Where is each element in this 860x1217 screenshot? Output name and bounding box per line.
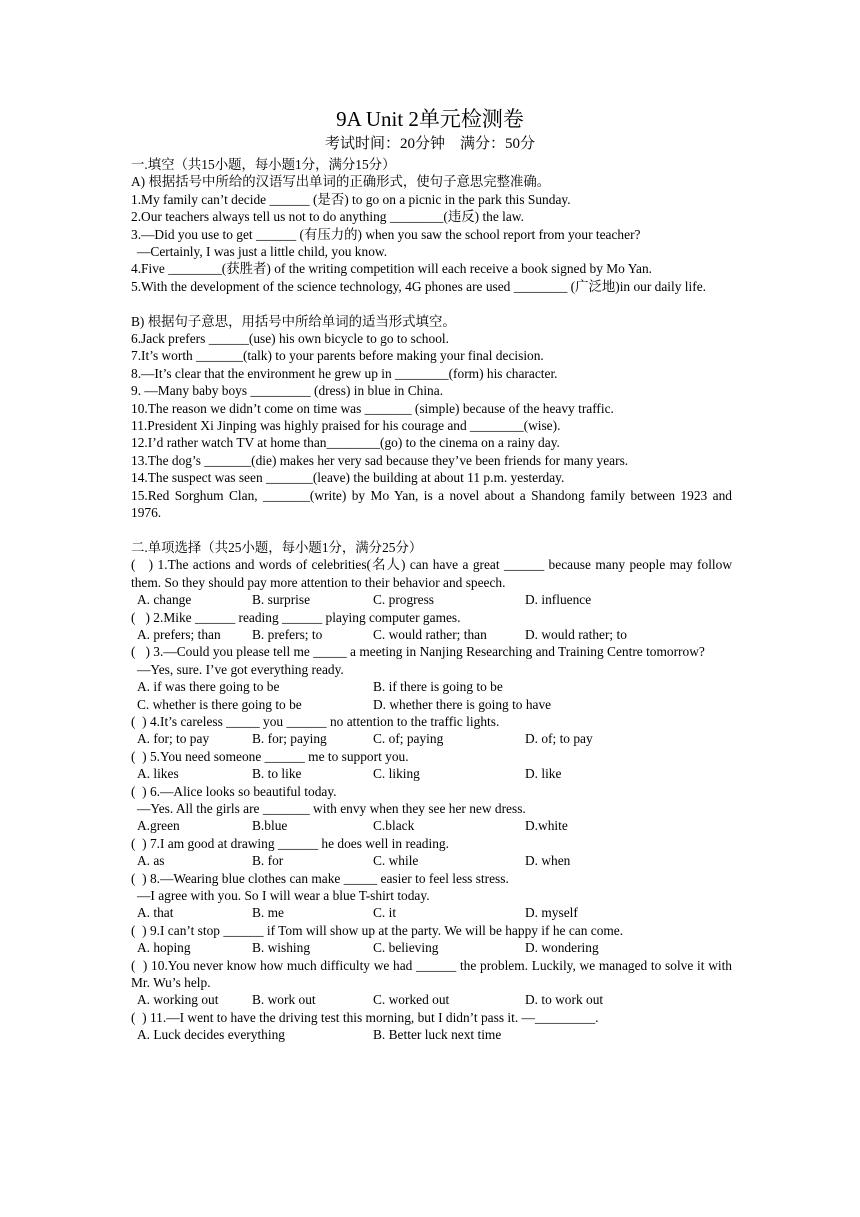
mc-question-11: ( ) 11.—I went to have the driving test this morning, but I didn’t pass it. —_________. — [131, 1009, 599, 1025]
mc-question-2: ( ) 2.Mike ______ reading ______ playing computer games. — [131, 609, 461, 625]
option-a: A.green — [137, 818, 180, 834]
mc-question-3: ( ) 3.—Could you please tell me _____ a meeting in Nanjing Researching and Training Centre tomorrow? — [131, 644, 705, 660]
option-d: D. would rather; to — [525, 626, 627, 642]
mc-options — [131, 765, 732, 782]
partA-heading: A) 根据括号中所给的汉语写出单词的正确形式，使句子意思完整准确。 — [131, 174, 551, 190]
option-d: D. influence — [525, 592, 592, 608]
mc-question-1: ( ) 1.The actions and words of celebrities(名人) can have a great ______ because many people may follow them. So they should pay more attention to their behavior and speech. — [131, 557, 732, 590]
option-a: A. as — [137, 853, 165, 869]
option-d: D. wondering — [525, 940, 599, 956]
option-c: C. of; paying — [373, 731, 444, 747]
question-12: 12.I’d rather watch TV at home than________(go) to the cinema on a rainy day. — [131, 435, 560, 451]
mc-question-8: ( ) 8.—Wearing blue clothes can make _____ easier to feel less stress. — [131, 870, 509, 886]
mc-options — [131, 852, 732, 869]
question-1: 1.My family can’t decide ______ (是否) to go on a picnic in the park this Sunday. — [131, 191, 571, 207]
question-14: 14.The suspect was seen _______(leave) the building at about 11 p.m. yesterday. — [131, 470, 565, 486]
mc-options — [131, 939, 732, 956]
exam-info: 考试时间：20分钟 满分：50分 — [324, 136, 535, 152]
option-a: A. hoping — [137, 940, 191, 956]
option-a: A. for; to pay — [137, 731, 210, 747]
option-c: C. progress — [373, 592, 434, 608]
option-b: B. Better luck next time — [373, 1027, 502, 1043]
section1-heading: 一.填空（共15小题，每小题1分，满分15分） — [131, 157, 396, 172]
option-c: C. would rather; than — [373, 626, 487, 642]
question-15: 15.Red Sorghum Clan, _______(write) by Mo Yan, is a novel about a Shandong family between 1923 and 1976. — [131, 487, 732, 521]
option-a: A. Luck decides everything — [137, 1027, 285, 1043]
option-a: A. prefers; than — [137, 626, 221, 642]
mc-question-6-reply: —Yes. All the girls are _______ with envy when they see her new dress. — [137, 800, 526, 816]
option-b: B. for — [252, 853, 284, 869]
mc-options — [131, 696, 732, 713]
option-c: C. whether is there going to be — [137, 696, 302, 712]
mc-question-6: ( ) 6.—Alice looks so beautiful today. — [131, 783, 337, 799]
option-d: D. of; to pay — [525, 731, 593, 747]
option-c: C. liking — [373, 766, 420, 782]
question-10: 10.The reason we didn’t come on time was _______ (simple) because of the heavy traffic. — [131, 400, 614, 416]
option-c: C.black — [373, 818, 415, 834]
partB-heading: B) 根据句子意思，用括号中所给单词的适当形式填空。 — [131, 313, 456, 329]
question-8: 8.—It’s clear that the environment he grew up in ________(form) his character. — [131, 365, 558, 381]
option-a: A. change — [137, 592, 192, 608]
mc-question-5: ( ) 5.You need someone ______ me to support you. — [131, 748, 409, 764]
option-d: D.white — [525, 818, 568, 834]
option-c: C. believing — [373, 940, 439, 956]
mc-question-10: ( ) 10.You never know how much difficulty we had ______ the problem. Luckily, we managed to solve it with Mr. Wu’s help. — [131, 957, 732, 990]
question-13: 13.The dog’s _______(die) makes her very sad because they’ve been friends for many years. — [131, 452, 629, 468]
mc-question-7: ( ) 7.I am good at drawing ______ he does well in reading. — [131, 835, 449, 851]
option-b: B. to like — [252, 766, 302, 782]
mc-options — [131, 1026, 732, 1043]
option-b: B. me — [252, 905, 284, 921]
option-b: B. work out — [252, 992, 316, 1008]
question-4: 4.Five ________(获胜者) of the writing competition will each receive a book signed by Mo Yan. — [131, 261, 653, 277]
question-7: 7.It’s worth _______(talk) to your parents before making your final decision. — [131, 348, 544, 364]
question-9: 9. —Many baby boys _________ (dress) in blue in China. — [131, 383, 444, 399]
mc-options — [131, 904, 732, 921]
mc-options — [131, 626, 732, 643]
option-d: D. when — [525, 853, 571, 869]
question-11: 11.President Xi Jinping was highly praised for his courage and ________(wise). — [131, 418, 561, 434]
mc-options — [131, 678, 732, 695]
option-a: A. working out — [137, 992, 219, 1008]
option-b: B. if there is going to be — [373, 679, 503, 695]
option-c: C. while — [373, 853, 419, 869]
option-b: B. prefers; to — [252, 626, 323, 642]
mc-question-4: ( ) 4.It’s careless _____ you ______ no attention to the traffic lights. — [131, 713, 500, 729]
mc-options — [131, 817, 732, 834]
page-title: 9A Unit 2单元检测卷 — [336, 107, 524, 131]
option-b: B.blue — [252, 818, 288, 834]
option-a: A. likes — [137, 766, 179, 782]
exam-content — [131, 156, 732, 1044]
option-c: C. worked out — [373, 992, 450, 1008]
option-d: D. myself — [525, 905, 578, 921]
option-a: A. that — [137, 905, 174, 921]
question-2: 2.Our teachers always tell us not to do anything ________(违反) the law. — [131, 209, 524, 225]
spacer — [131, 295, 732, 312]
mc-question-3-reply: —Yes, sure. I’ve got everything ready. — [137, 661, 344, 677]
option-b: B. surprise — [252, 592, 311, 608]
question-6: 6.Jack prefers ______(use) his own bicycle to go to school. — [131, 331, 449, 347]
question-3: 3.—Did you use to get ______ (有压力的) when you saw the school report from your teacher? — [131, 226, 641, 242]
option-b: B. for; paying — [252, 731, 327, 747]
option-d: D. to work out — [525, 992, 604, 1008]
spacer — [131, 522, 732, 539]
option-d: D. whether there is going to have — [373, 696, 552, 712]
mc-options — [131, 591, 732, 608]
option-d: D. like — [525, 766, 562, 782]
option-a: A. if was there going to be — [137, 679, 280, 695]
mc-options — [131, 730, 732, 747]
option-c: C. it — [373, 905, 397, 921]
section2-heading: 二.单项选择（共25小题，每小题1分，满分25分） — [131, 539, 423, 555]
mc-question-8-reply: —I agree with you. So I will wear a blue T-shirt today. — [137, 887, 430, 903]
option-b: B. wishing — [252, 940, 311, 956]
mc-question-9: ( ) 9.I can’t stop ______ if Tom will show up at the party. We will be happy if he can come. — [131, 922, 624, 938]
question-5: 5.With the development of the science technology, 4G phones are used ________ (广泛地)in our daily life. — [131, 278, 706, 294]
mc-options — [131, 991, 732, 1008]
question-3-reply: —Certainly, I was just a little child, you know. — [137, 244, 388, 260]
